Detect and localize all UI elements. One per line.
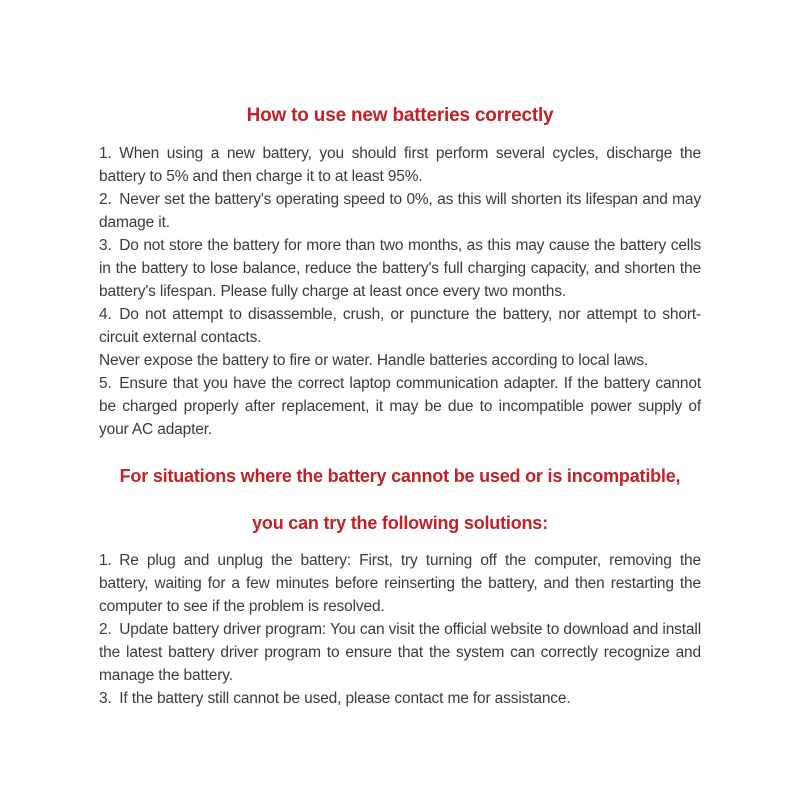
usage-item-1: 1. When using a new battery, you should first perform several cycles, discharge the battery to 5% and then charge it to at least 95%. <box>99 145 701 185</box>
content-column <box>99 0 701 710</box>
solution-item-1: 1. Re plug and unplug the battery: First, try turning off the computer, removing the battery, waiting for a few minutes before reinserting the battery, and then restarting the computer to see if the problem is resolved. <box>99 552 701 615</box>
usage-item-2: 2. Never set the battery's operating speed to 0%, as this will shorten its lifespan and may damage it. <box>99 191 701 231</box>
solution-item-3: 3. If the battery still cannot be used, please contact me for assistance. <box>99 690 571 707</box>
usage-item-5: 5. Ensure that you have the correct laptop communication adapter. If the battery cannot be charged properly after replacement, it may be due to incompatible power supply of your AC adapter. <box>99 375 701 438</box>
troubleshooting-heading-line-2: you can try the following solutions: <box>252 513 548 533</box>
usage-item-3: 3. Do not store the battery for more than two months, as this may cause the battery cells in the battery to lose balance, reduce the battery's full charging capacity, and shorten the battery's lifespan. Please fully charge at least once every two months. <box>99 237 701 300</box>
usage-instructions-section <box>99 142 701 441</box>
troubleshooting-section <box>99 549 701 710</box>
page-title: How to use new batteries correctly <box>246 105 554 126</box>
usage-note-fire-water: Never expose the battery to fire or water. Handle batteries according to local laws. <box>99 352 649 369</box>
solution-item-2: 2. Update battery driver program: You can visit the official website to download and install the latest battery driver program to ensure that the system can correctly recognize and manage the battery. <box>99 621 701 684</box>
usage-item-4: 4. Do not attempt to disassemble, crush, or puncture the battery, nor attempt to short-circuit external contacts. <box>99 306 701 346</box>
troubleshooting-heading-line-1: For situations where the battery cannot be used or is incompatible, <box>119 466 681 486</box>
